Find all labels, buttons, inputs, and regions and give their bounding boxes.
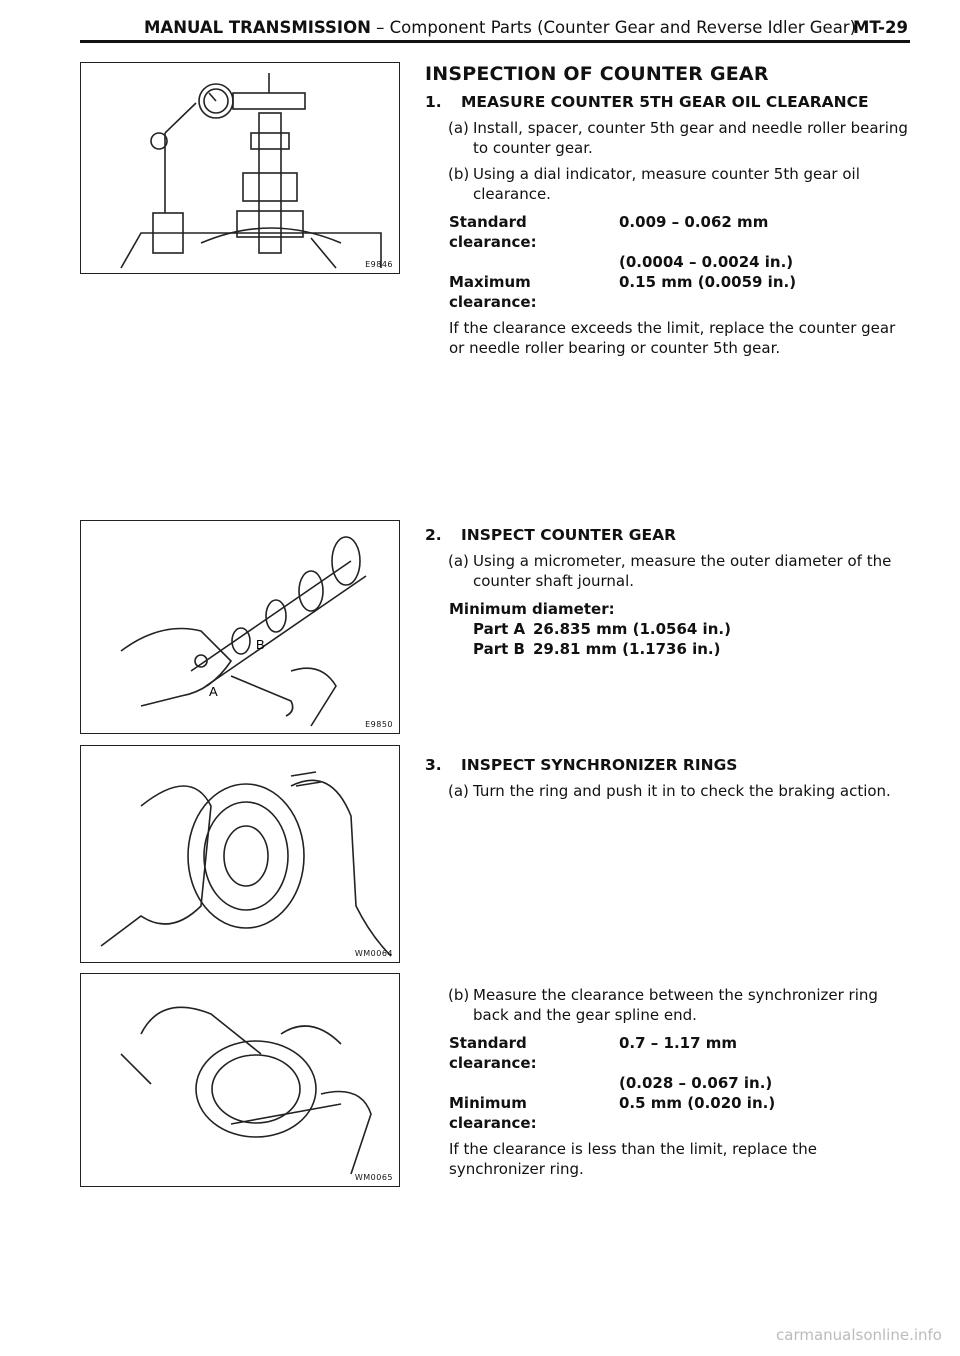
- part-a-label: Part A: [473, 620, 526, 638]
- figure-code: E9850: [365, 720, 393, 729]
- micrometer-illustration: [81, 521, 399, 733]
- watermark: carmanualsonline.info: [776, 1326, 942, 1344]
- part-b-value: 29.81 mm (1.1736 in.): [533, 640, 721, 658]
- step-number: 3.: [425, 756, 442, 774]
- section-sync-clearance: [425, 985, 915, 1179]
- sub-text: Turn the ring and push it in to check the braking action.: [473, 782, 891, 800]
- sub-label: (b): [448, 986, 470, 1004]
- figure-code: WM0064: [354, 949, 393, 958]
- spec-value: (0.028 – 0.067 in.): [619, 1074, 773, 1092]
- sub-text: Using a dial indicator, measure counter 5th gear oil clearance.: [473, 165, 860, 203]
- section-inspect-counter-gear: [425, 525, 915, 659]
- spec-value: 0.7 – 1.17 mm: [619, 1034, 738, 1052]
- section-sync-rings: [425, 755, 915, 801]
- step-1b: [425, 164, 915, 204]
- step-title: INSPECT SYNCHRONIZER RINGS: [461, 756, 738, 774]
- spec-label: Maximum clearance:: [449, 273, 537, 311]
- step-3-heading: [425, 755, 915, 775]
- spec-sync-clearance: [425, 1033, 915, 1133]
- dial-indicator-illustration: [81, 63, 399, 273]
- page-header: [80, 14, 910, 43]
- figure-sync-ring-braking: [80, 745, 400, 963]
- sub-text: Measure the clearance between the synchronizer ring back and the gear spline end.: [473, 986, 878, 1024]
- step-title: INSPECT COUNTER GEAR: [461, 526, 677, 544]
- label-a: A: [209, 684, 218, 699]
- sub-label: (a): [448, 119, 469, 137]
- spec-label: Standard clearance:: [449, 213, 537, 251]
- step-title: MEASURE COUNTER 5TH GEAR OIL CLEARANCE: [461, 93, 869, 111]
- spec-label: Standard clearance:: [449, 1034, 537, 1072]
- spec-value: 0.5 mm (0.020 in.): [619, 1094, 776, 1112]
- spec-label: Minimum diameter:: [449, 600, 615, 618]
- step-1-heading: [425, 92, 915, 112]
- step-3-note: If the clearance is less than the limit, replace the synchronizer ring.: [449, 1140, 817, 1178]
- spec-label: Minimum clearance:: [449, 1094, 537, 1132]
- step-number: 2.: [425, 526, 442, 544]
- step-1a: [425, 118, 915, 158]
- label-b: B: [256, 637, 265, 652]
- sub-label: (b): [448, 165, 470, 183]
- spec-clearance-5th: [425, 212, 915, 312]
- figure-code: WM0065: [354, 1173, 393, 1182]
- sync-ring-braking-illustration: [81, 746, 399, 962]
- figure-dial-indicator: [80, 62, 400, 274]
- spec-value: (0.0004 – 0.0024 in.): [619, 253, 794, 271]
- sub-label: (a): [448, 782, 469, 800]
- header-title: [144, 18, 856, 37]
- feeler-gauge-illustration: [81, 974, 399, 1186]
- sub-text: Install, spacer, counter 5th gear and needle roller bearing to counter gear.: [473, 119, 908, 157]
- header-subtitle: – Component Parts (Counter Gear and Reverse Idler Gear): [376, 18, 857, 37]
- part-a-value: 26.835 mm (1.0564 in.): [533, 620, 731, 638]
- section-title: INSPECTION OF COUNTER GEAR: [425, 63, 769, 85]
- part-b-label: Part B: [473, 640, 525, 658]
- sub-text: Using a micrometer, measure the outer diameter of the counter shaft journal.: [473, 552, 892, 590]
- page-number: MT-29: [852, 18, 908, 37]
- section-counter-gear: [425, 64, 915, 358]
- spec-value: 0.009 – 0.062 mm: [619, 213, 769, 231]
- spec-min-diameter: [425, 599, 915, 659]
- step-number: 1.: [425, 93, 442, 111]
- spec-value: 0.15 mm (0.0059 in.): [619, 273, 797, 291]
- step-3a: [425, 781, 915, 801]
- sub-label: (a): [448, 552, 469, 570]
- step-2-heading: [425, 525, 915, 545]
- step-3b: [425, 985, 915, 1025]
- step-2a: [425, 551, 915, 591]
- figure-micrometer: [80, 520, 400, 734]
- step-1-note: If the clearance exceeds the limit, replace the counter gear or needle roller bearing or counter 5th gear.: [449, 319, 896, 357]
- figure-feeler-gauge: [80, 973, 400, 1187]
- header-section: MANUAL TRANSMISSION: [144, 18, 371, 37]
- figure-code: E9846: [365, 260, 393, 269]
